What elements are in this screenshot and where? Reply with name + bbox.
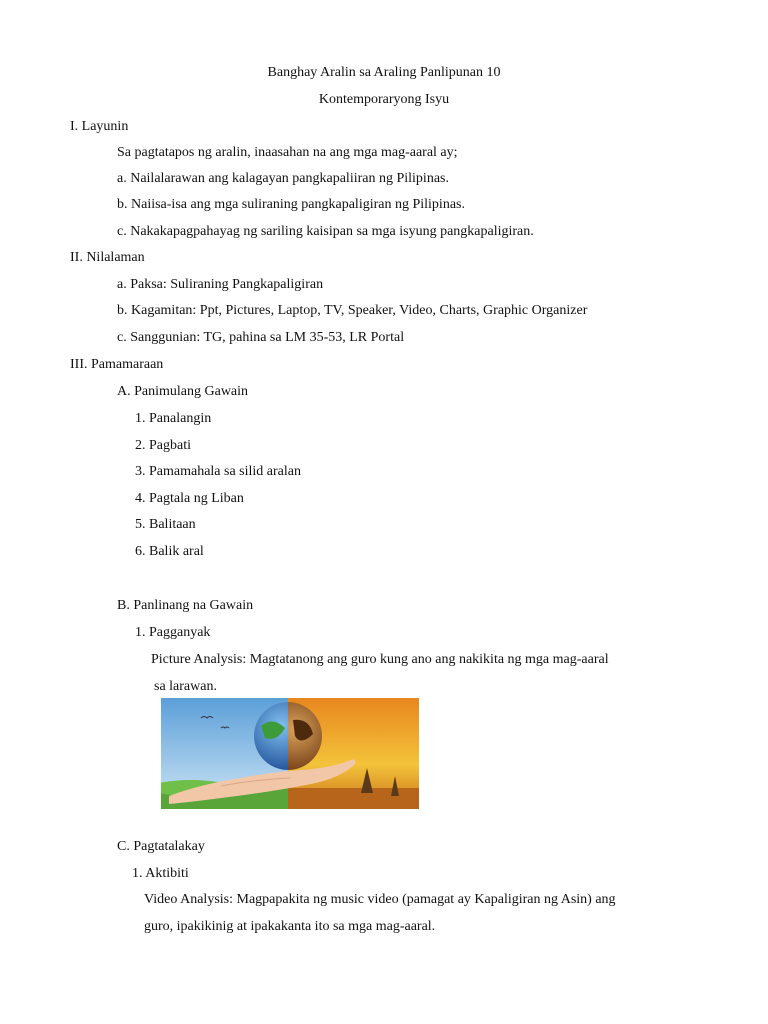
part-a-item: 2. Pagbati	[135, 438, 191, 453]
section-heading-pamamaraan: III. Pamamaraan	[70, 357, 164, 372]
layunin-item: c. Nakakapagpahayag ng sariling kaisipan sa mga isyung pangkapaligiran.	[117, 224, 534, 239]
part-c-item: 1. Aktibiti	[132, 866, 189, 881]
part-a-item: 3. Pamamahala sa silid aralan	[135, 464, 301, 479]
part-a-item: 5. Balitaan	[135, 517, 196, 532]
part-a-item: 1. Panalangin	[135, 411, 212, 426]
part-b-heading: B. Panlinang na Gawain	[117, 598, 254, 613]
document-subtitle: Kontemporaryong Isyu	[318, 92, 450, 107]
earth-in-hands-picture	[161, 698, 419, 809]
nilalaman-item: a. Paksa: Suliraning Pangkapaligiran	[117, 277, 324, 292]
part-c-heading: C. Pagtatalakay	[117, 839, 205, 854]
part-a-item: 6. Balik aral	[135, 544, 204, 559]
part-a-heading: A. Panimulang Gawain	[117, 384, 249, 399]
layunin-intro: Sa pagtatapos ng aralin, inaasahan na ang mga mag-aaral ay;	[117, 145, 458, 160]
part-c-text: guro, ipakikinig at ipakakanta ito sa mga mag-aaral.	[144, 919, 436, 934]
layunin-item: b. Naiisa-isa ang mga suliraning pangkapaligiran ng Pilipinas.	[117, 197, 465, 212]
part-b-item: 1. Pagganyak	[135, 625, 211, 640]
layunin-item: a. Nailalarawan ang kalagayan pangkapaliiran ng Pilipinas.	[117, 171, 449, 186]
section-heading-nilalaman: II. Nilalaman	[70, 250, 145, 265]
section-heading-layunin: I. Layunin	[70, 119, 129, 134]
part-b-text: sa larawan.	[154, 679, 217, 694]
nilalaman-item: c. Sanggunian: TG, pahina sa LM 35-53, LR Portal	[117, 330, 405, 345]
part-c-text: Video Analysis: Magpapakita ng music video (pamagat ay Kapaligiran ng Asin) ang	[144, 892, 616, 907]
part-b-text: Picture Analysis: Magtatanong ang guro kung ano ang nakikita ng mga mag-aaral	[151, 652, 609, 667]
document-title: Banghay Aralin sa Araling Panlipunan 10	[267, 65, 501, 80]
part-a-item: 4. Pagtala ng Liban	[135, 491, 244, 506]
nilalaman-item: b. Kagamitan: Ppt, Pictures, Laptop, TV, Speaker, Video, Charts, Graphic Organizer	[117, 303, 588, 318]
